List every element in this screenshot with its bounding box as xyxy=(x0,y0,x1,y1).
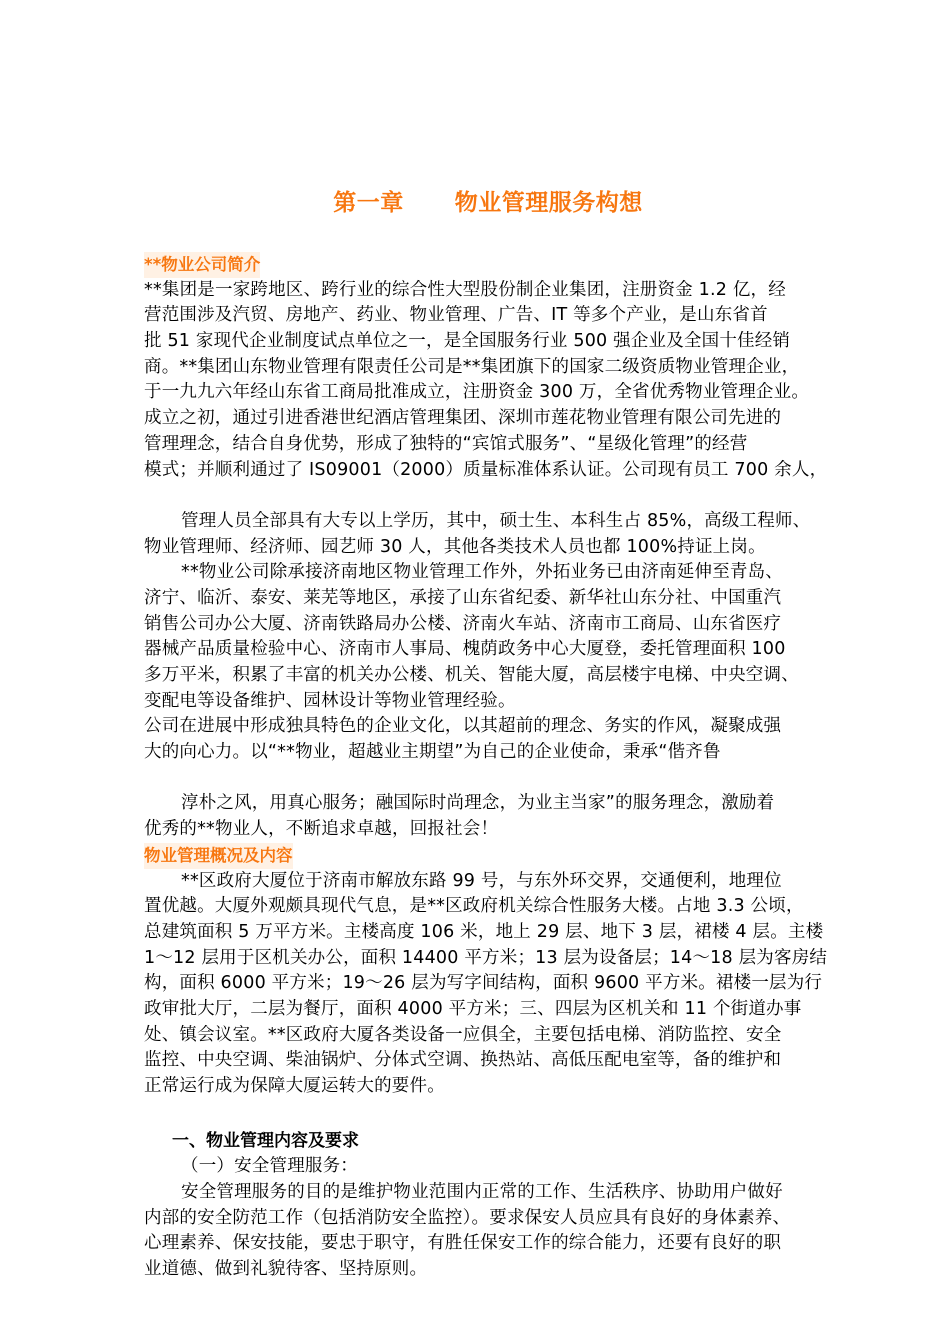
section-one-heading: 一、物业管理内容及要求 xyxy=(172,1130,359,1151)
text-line: 物业管理师、经济师、园艺师 30 人，其他各类技术人员也都 100%持证上岗。 xyxy=(144,536,766,557)
text-line: 内部的安全防范工作（包括消防安全监控）。要求保安人员应具有良好的身体素养、 xyxy=(144,1207,791,1228)
text-line: 处、镇会议室。**区政府大厦各类设备一应俱全，主要包括电梯、消防监控、安全 xyxy=(144,1024,782,1045)
text-line: 公司在进展中形成独具特色的企业文化，以其超前的理念、务实的作风，凝聚成强 xyxy=(144,716,782,737)
paragraph-culture xyxy=(144,714,844,765)
text-line: 监控、中央空调、柴油锅炉、分体式空调、换热站、高低压配电室等，备的维护和 xyxy=(144,1050,782,1071)
company-intro-heading: **物业公司简介 xyxy=(144,252,260,278)
paragraph-staff xyxy=(144,509,844,560)
text-line: 心理素养、保安技能，要忠于职守，有胜任保安工作的综合能力，还要有良好的职 xyxy=(144,1233,782,1254)
text-line: 大的向心力。以“**物业，超越业主期望”为自己的企业使命，秉承“偕齐鲁 xyxy=(144,742,721,763)
text-line: **物业公司除承接济南地区物业管理工作外，外拓业务已由济南延伸至青岛、 xyxy=(181,562,783,583)
text-line: 正常运行成为保障大厦运转大的要件。 xyxy=(144,1076,445,1096)
text-line: 管理人员全部具有大专以上学历，其中，硕士生、本科生占 85%，高级工程师、 xyxy=(181,510,811,531)
text-line: 成立之初，通过引进香港世纪酒店管理集团、深圳市莲花物业管理有限公司先进的 xyxy=(144,408,782,429)
text-line: 业道德、做到礼貌待客、坚持原则。 xyxy=(144,1259,428,1280)
text-line: 置优越。大厦外观颇具现代气息，是**区政府机关综合性服务大楼。占地 3.3 公顷， xyxy=(144,896,804,917)
text-line: 管理理念，结合自身优势，形成了独特的“宾馆式服务”、“星级化管理”的经营 xyxy=(144,433,748,454)
paragraph-security xyxy=(144,1180,844,1283)
text-line: 1～12 层用于区机关办公，面积 14400 平方米；13 层为设备层；14～18 层为客房结 xyxy=(144,947,828,968)
company-intro-heading-row xyxy=(144,252,844,278)
spacer xyxy=(144,1100,844,1129)
text-line: 优秀的**物业人，不断追求卓越，回报社会！ xyxy=(144,819,499,840)
text-line: 器械产品质量检验中心、济南市人事局、槐荫政务中心大厦登，委托管理面积 100 xyxy=(144,639,786,660)
paragraph-service-concept xyxy=(144,791,844,842)
text-line: 构，面积 6000 平方米；19～26 层为写字间结构，面积 9600 平方米。裙楼一层为行 xyxy=(144,973,823,994)
chapter-title: 第一章 物业管理服务构想 xyxy=(333,190,643,216)
spacer xyxy=(144,766,844,792)
text-line: 多万平米，积累了丰富的机关办公楼、机关、智能大厦，高层楼宇电梯、中央空调、 xyxy=(144,665,799,685)
text-line: 淳朴之风，用真心服务；融国际时尚理念，为业主当家”的服务理念，激励着 xyxy=(181,793,775,814)
text-line: 营范围涉及汽贸、房地产、药业、物业管理、广告、IT 等多个产业，是山东省首 xyxy=(144,305,768,326)
text-line: 变配电等设备维护、园林设计等物业管理经验。 xyxy=(144,690,516,711)
text-line: 政审批大厅，二层为餐厅，面积 4000 平方米；三、四层为区机关和 11 个街道办事 xyxy=(144,998,802,1019)
text-line: 批 51 家现代企业制度试点单位之一，是全国服务行业 500 强企业及全国十佳经销 xyxy=(144,331,791,352)
text-line: 于一九九六年经山东省工商局批准成立，注册资金 300 万，全省优秀物业管理企业。 xyxy=(144,382,810,403)
paragraph-company-intro xyxy=(144,278,844,484)
text-line: 销售公司办公大厦、济南铁路局办公楼、济南火车站、济南市工商局、山东省医疗 xyxy=(144,613,782,634)
text-line: **区政府大厦位于济南市解放东路 99 号，与东外环交界，交通便利，地理位 xyxy=(181,870,782,891)
paragraph-building-overview xyxy=(144,869,844,1100)
text-line: 安全管理服务的目的是维护物业范围内正常的工作、生活秩序、协助用户做好 xyxy=(181,1182,783,1203)
overview-heading: 物业管理概况及内容 xyxy=(144,843,293,869)
text-line: 模式；并顺利通过了 IS09001（2000）质量标准体系认证。公司现有员工 700 余人， xyxy=(144,459,828,480)
security-subheading: （一）安全管理服务： xyxy=(181,1156,358,1177)
document-body xyxy=(144,252,844,1283)
text-line: 总建筑面积 5 万平方米。主楼高度 106 米，地上 29 层、地下 3 层，裙楼 4 层。主楼 xyxy=(144,921,824,942)
text-line: 商。**集团山东物业管理有限责任公司是**集团旗下的国家二级资质物业管理企业， xyxy=(144,356,800,377)
text-line: **集团是一家跨地区、跨行业的综合性大型股份制企业集团，注册资金 1.2 亿，经 xyxy=(144,279,786,300)
text-line: 济宁、临沂、泰安、莱芜等地区，承接了山东省纪委、新华社山东分社、中国重汽 xyxy=(144,587,782,608)
spacer xyxy=(144,483,844,509)
paragraph-business xyxy=(144,560,844,714)
overview-heading-row xyxy=(144,843,844,869)
